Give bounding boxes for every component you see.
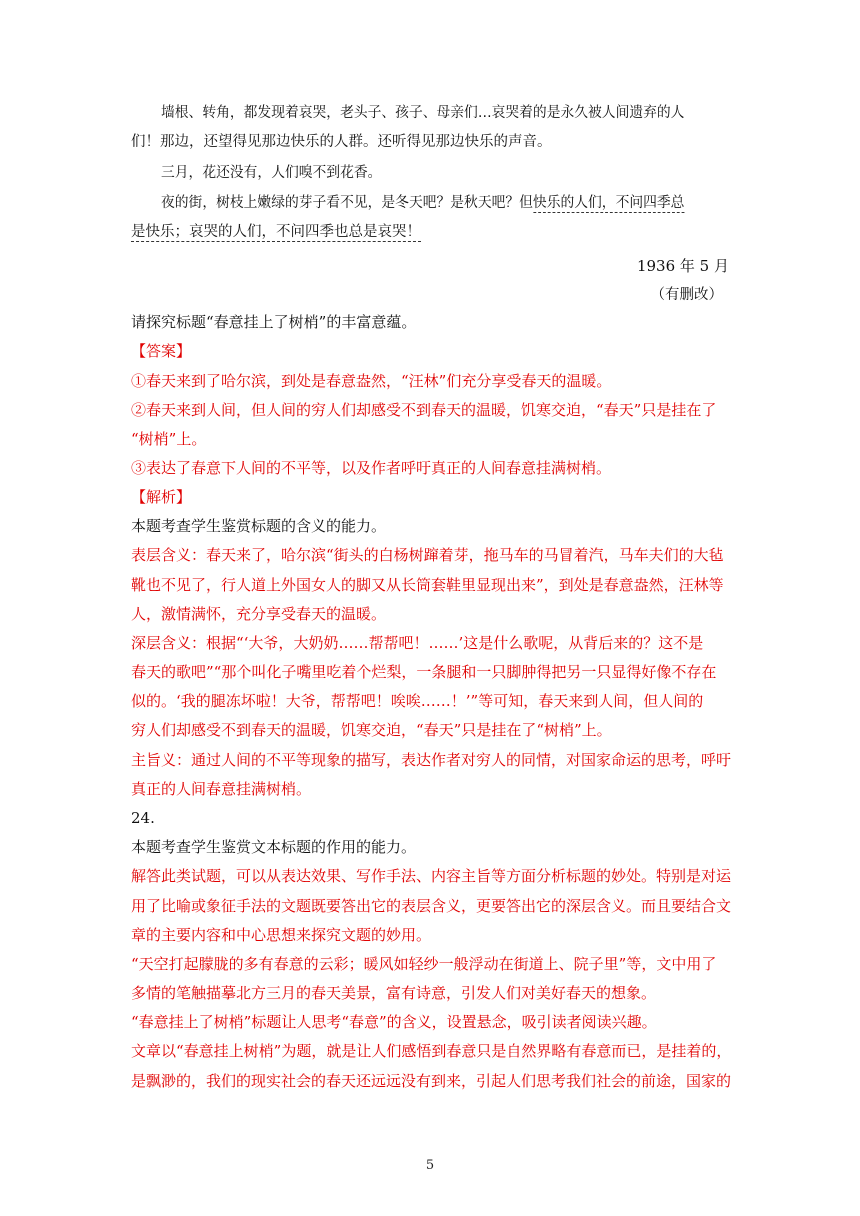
analysis-deep-line-3: 似的。‘我的腿冻坏啦！大爷，帮帮吧！唉唉……！’”等可知，春天来到人间，但人间的 bbox=[131, 692, 704, 710]
answer-item-2-line-1: ②春天来到人间，但人间的穷人们却感受不到春天的温暖，饥寒交迫，“春天”只是挂在了 bbox=[131, 401, 717, 419]
analysis-surface-line-2: 靴也不见了，行人道上外国女人的脚又从长筒套鞋里显现出来”，到处是春意盎然，汪林等 bbox=[131, 576, 724, 594]
passage-paragraph-2: 三月，花还没有，人们嗅不到花香。 bbox=[161, 165, 382, 181]
passage-paragraph-1-line-1: 墙根、转角，都发现着哀哭，老头子、孩子、母亲们…哀哭着的是永久被人间遗弃的人 bbox=[161, 105, 685, 121]
q24-line-4: “天空打起朦胧的多有春意的云彩；暖风如轻纱一般浮动在街道上、院子里”等，文中用了 bbox=[131, 955, 717, 973]
analysis-surface-line-1: 表层含义：春天来了，哈尔滨“街头的白杨树蹿着芽，拖马车的马冒着汽，马车夫们的大毡 bbox=[131, 546, 724, 564]
answer-item-1: ①春天来到了哈尔滨，到处是春意盎然，“汪林”们充分享受春天的温暖。 bbox=[131, 372, 612, 390]
answer-heading: 【答案】 bbox=[131, 342, 192, 360]
question-24-intro: 本题考查学生鉴赏文本标题的作用的能力。 bbox=[131, 838, 417, 856]
analysis-theme-line-1: 主旨义：通过人间的不平等现象的描写，表达作者对穷人的同情，对国家命运的思考，呼吁 bbox=[131, 751, 732, 769]
analysis-theme-line-2: 真正的人间春意挂满树梢。 bbox=[131, 780, 312, 798]
q24-line-1: 解答此类试题，可以从表达效果、写作手法、内容主旨等方面分析标题的妙处。特别是对运 bbox=[131, 867, 732, 885]
passage-note: （有删改） bbox=[650, 287, 723, 303]
question-24-number: 24. bbox=[131, 809, 155, 827]
underlined-sentence-cont: 是快乐；哀哭的人们，不问四季也总是哀哭！ bbox=[131, 224, 421, 240]
q24-line-6: “春意挂上了树梢”标题让人思考“春意”的含义，设置悬念，吸引读者阅读兴趣。 bbox=[131, 1013, 657, 1031]
answer-item-2-line-2: “树梢”上。 bbox=[131, 430, 207, 448]
analysis-deep-line-1: 深层含义：根据“‘大爷，大奶奶……帮帮吧！……’这是什么歌呢，从背后来的？这不是 bbox=[131, 634, 704, 652]
q24-line-3: 章的主要内容和中心思想来探究文题的妙用。 bbox=[131, 926, 432, 944]
q24-line-2: 用了比喻或象征手法的文题既要答出它的表层含义，更要答出它的深层含义。而且要结合文 bbox=[131, 897, 732, 915]
passage-date: 1936 年 5 月 bbox=[636, 257, 729, 275]
analysis-heading: 【解析】 bbox=[131, 488, 192, 506]
passage-paragraph-3-line-1 bbox=[161, 193, 731, 213]
passage-paragraph-3-text: 夜的街，树枝上嫩绿的芽子看不见，是冬天吧？是秋天吧？但 bbox=[161, 195, 533, 211]
underlined-sentence: 快乐的人们，不问四季总 bbox=[532, 195, 685, 211]
passage-paragraph-3-line-2 bbox=[131, 222, 731, 242]
q24-line-7: 文章以“春意挂上树梢”为题，就是让人们感悟到春意只是自然界略有春意而已，是挂着的， bbox=[131, 1042, 732, 1060]
passage-paragraph-1-line-2: 们！那边，还望得见那边快乐的人群。还听得见那边快乐的声音。 bbox=[131, 134, 552, 150]
analysis-deep-line-2: 春天的歌吧”“那个叫化子嘴里吃着个烂梨，一条腿和一只脚肿得把另一只显得好像不存在 bbox=[131, 663, 717, 681]
analysis-intro: 本题考查学生鉴赏标题的含义的能力。 bbox=[131, 517, 387, 535]
q24-line-8: 是飘渺的，我们的现实社会的春天还远远没有到来，引起人们思考我们社会的前途，国家的 bbox=[131, 1072, 732, 1090]
analysis-deep-line-4: 穷人们却感受不到春天的温暖，饥寒交迫，“春天”只是挂在了“树梢”上。 bbox=[131, 721, 612, 739]
page-number: 5 bbox=[425, 1158, 435, 1173]
question-text: 请探究标题“春意挂上了树梢”的丰富意蕴。 bbox=[131, 313, 417, 331]
q24-line-5: 多情的笔触描摹北方三月的春天美景，富有诗意，引发人们对美好春天的想象。 bbox=[131, 984, 657, 1002]
analysis-surface-line-3: 人，激情满怀，充分享受春天的温暖。 bbox=[131, 605, 387, 623]
answer-item-3: ③表达了春意下人间的不平等，以及作者呼吁真正的人间春意挂满树梢。 bbox=[131, 459, 612, 477]
